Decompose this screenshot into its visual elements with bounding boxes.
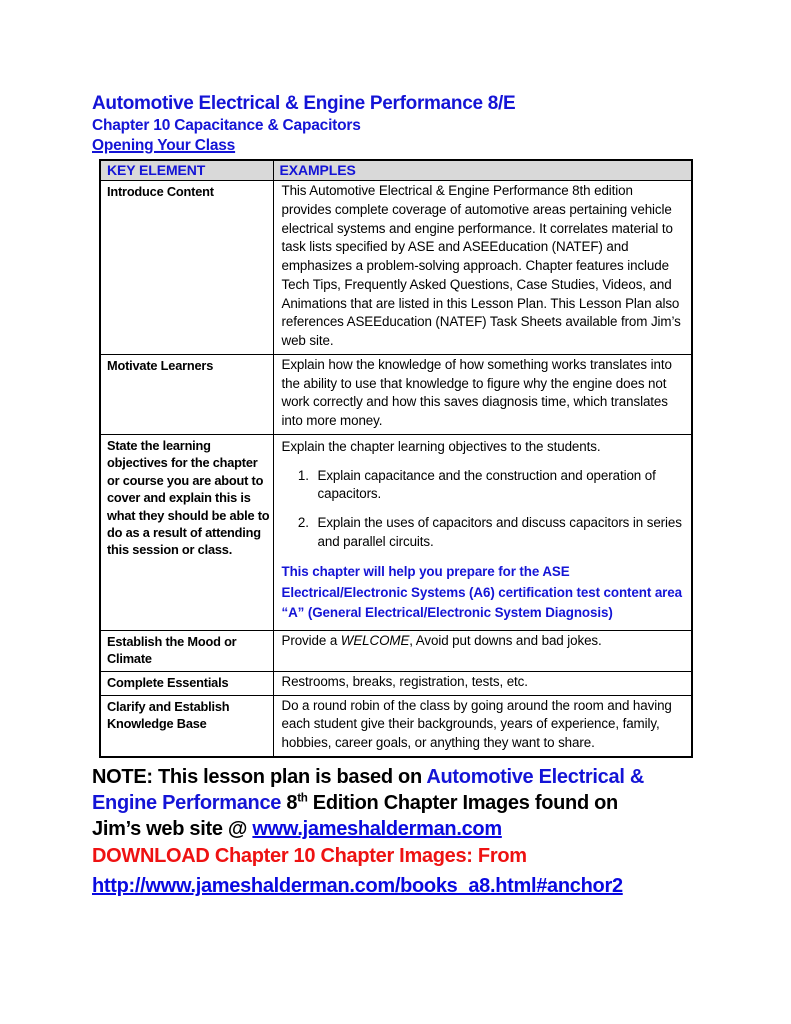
note-section (92, 764, 741, 899)
key-element-cell: Clarify and Establish Knowledge Base (100, 695, 273, 757)
example-cell: This Automotive Electrical & Engine Performance 8th edition provides complete coverage of automotive areas pertaining vehicle electrical systems and engine performance. It correlates material to task lists specified by ASE and ASEEducation (NATEF) and emphasizes a problem-solving approach. Chapter features include Tech Tips, Frequently Asked Questions, Case Studies, Videos, and Animations that are listed in this Lesson Plan. This Lesson Plan also references ASEEducation (NATEF) Task Sheets available from Jim’s web site. (273, 181, 692, 355)
download-heading: DOWNLOAD Chapter 10 Chapter Images: From (92, 844, 527, 867)
ase-certification-note: This chapter will help you prepare for the ASE Electrical/Electronic Systems (A6) certification test content area “A” (General Electrical/Electronic System Diagnosis) (281, 563, 682, 621)
example-cell: Explain how the knowledge of how something works translates into the ability to use that knowledge to figure why the engine does not work correctly and how this saves diagnosis time, which translates into more money. (273, 354, 692, 434)
section-heading: Opening Your Class (92, 137, 236, 154)
note-text: Edition Chapter Images found on (307, 791, 618, 814)
example-cell (273, 434, 692, 630)
table-row-learning-objectives (100, 434, 692, 630)
key-element-cell: State the learning objectives for the chapter or course you are about to cover and explain this is what they should be able to do as a result of attending this session or class. (100, 434, 273, 630)
table-row-establish-mood (100, 631, 692, 672)
table-row-introduce-content (100, 181, 692, 355)
column-header-examples: EXAMPLES (273, 160, 692, 181)
note-text: 8 (281, 791, 298, 814)
objective-item: 1. Explain capacitance and the construction and operation of capacitors. (313, 467, 684, 505)
download-url-link[interactable]: http://www.jameshalderman.com/books_a8.html#anchor2 (92, 874, 623, 897)
table-row-motivate-learners (100, 354, 692, 434)
lesson-plan-table (99, 159, 693, 758)
example-cell: Restrooms, breaks, registration, tests, etc. (273, 671, 692, 695)
document-title: Automotive Electrical & Engine Performance 8/E (92, 93, 516, 114)
example-cell: Do a round robin of the class by going around the room and having each student give their backgrounds, years of experience, family, hobbies, career goals, or anything they want to share. (273, 695, 692, 757)
jim-website-link[interactable]: www.jameshalderman.com (252, 817, 502, 840)
example-text: Provide a (281, 633, 341, 649)
objectives-intro: Explain the chapter learning objectives to the students. (281, 438, 601, 454)
key-element-cell: Motivate Learners (100, 354, 273, 434)
note-text: NOTE: This lesson plan is based on (92, 765, 427, 788)
ordinal-superscript: th (297, 791, 308, 805)
column-header-key-element: KEY ELEMENT (100, 160, 273, 181)
table-row-complete-essentials (100, 671, 692, 695)
table-header-row (100, 160, 692, 181)
objective-item: 2. Explain the uses of capacitors and discuss capacitors in series and parallel circuits. (313, 514, 684, 552)
key-element-cell: Introduce Content (100, 181, 273, 355)
objectives-list (282, 467, 684, 552)
note-text: Jim’s web site @ (92, 817, 253, 840)
example-cell (273, 631, 692, 672)
chapter-subtitle: Chapter 10 Capacitance & Capacitors (92, 117, 361, 134)
table-row-clarify-knowledge (100, 695, 692, 757)
example-text: , Avoid put downs and bad jokes. (409, 633, 602, 649)
note-paragraph (92, 764, 741, 842)
book-title-highlight: Automotive Electrical & (426, 765, 644, 788)
key-element-cell: Establish the Mood or Climate (100, 631, 273, 672)
key-element-cell: Complete Essentials (100, 671, 273, 695)
welcome-emphasis: WELCOME (340, 633, 410, 649)
book-title-highlight: Engine Performance (92, 791, 282, 814)
download-url-line (92, 873, 741, 899)
